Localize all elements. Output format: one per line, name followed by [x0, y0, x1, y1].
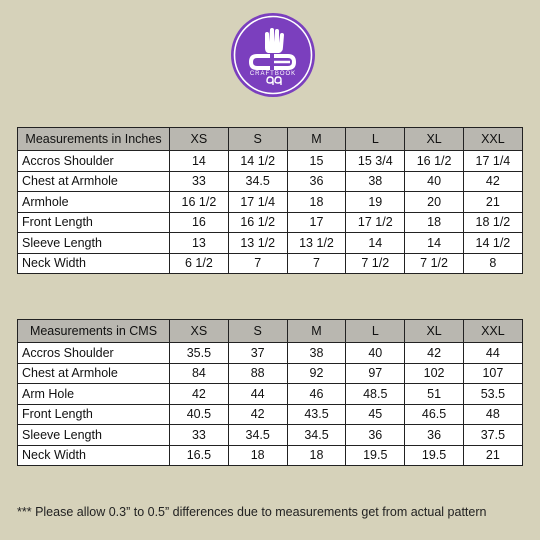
size-header-xxl: XXL: [463, 128, 522, 151]
measurement-cell: 19.5: [405, 445, 464, 466]
measurement-cell: 18: [405, 212, 464, 233]
table-row: [18, 151, 523, 172]
measurement-cell: 107: [463, 363, 522, 384]
logo-text: CRAFTBOOK: [249, 71, 297, 77]
measurement-cell: 38: [287, 343, 346, 364]
table-row: [18, 445, 523, 466]
measurement-cell: 34.5: [228, 171, 287, 192]
measurement-cell: 33: [170, 425, 229, 446]
measurement-cell: 51: [405, 384, 464, 405]
measurement-cell: 38: [346, 171, 405, 192]
measurement-cell: 7: [228, 253, 287, 274]
measurement-cell: 18: [228, 445, 287, 466]
measurement-cell: 37: [228, 343, 287, 364]
measurement-cell: 19.5: [346, 445, 405, 466]
measurement-cell: 92: [287, 363, 346, 384]
size-header-m: M: [287, 128, 346, 151]
row-label: Accros Shoulder: [18, 343, 170, 364]
measurement-cell: 16.5: [170, 445, 229, 466]
measurement-cell: 14: [346, 233, 405, 254]
table-row: [18, 212, 523, 233]
measurement-cell: 14 1/2: [228, 151, 287, 172]
table-row: [18, 343, 523, 364]
measurement-cell: 48.5: [346, 384, 405, 405]
row-label: Front Length: [18, 404, 170, 425]
measurement-cell: 8: [463, 253, 522, 274]
measurement-cell: 21: [463, 445, 522, 466]
measurement-cell: 21: [463, 192, 522, 213]
row-label: Front Length: [18, 212, 170, 233]
size-header-s: S: [228, 128, 287, 151]
row-label: Sleeve Length: [18, 233, 170, 254]
size-header-xxl: XXL: [463, 320, 522, 343]
measurement-cell: 45: [346, 404, 405, 425]
measurement-cell: 7: [287, 253, 346, 274]
size-header-l: L: [346, 128, 405, 151]
size-chart-inches-table: [17, 127, 523, 274]
size-header-xl: XL: [405, 128, 464, 151]
measurement-cell: 36: [346, 425, 405, 446]
measurement-cell: 40.5: [170, 404, 229, 425]
row-label: Chest at Armhole: [18, 363, 170, 384]
measurement-cell: 42: [170, 384, 229, 405]
header-row: [18, 320, 523, 343]
row-label: Neck Width: [18, 253, 170, 274]
header-label: Measurements in Inches: [18, 128, 170, 151]
table-row: [18, 384, 523, 405]
craftbook-logo-icon: [230, 12, 316, 98]
measurement-cell: 53.5: [463, 384, 522, 405]
measurement-cell: 20: [405, 192, 464, 213]
measurement-cell: 17 1/2: [346, 212, 405, 233]
measurement-cell: 34.5: [287, 425, 346, 446]
measurement-cell: 34.5: [228, 425, 287, 446]
measurement-cell: 46.5: [405, 404, 464, 425]
measurement-cell: 46: [287, 384, 346, 405]
measurement-cell: 17: [287, 212, 346, 233]
row-label: Sleeve Length: [18, 425, 170, 446]
size-header-xs: XS: [170, 320, 229, 343]
header-row: [18, 128, 523, 151]
measurement-cell: 7 1/2: [405, 253, 464, 274]
measurement-cell: 43.5: [287, 404, 346, 425]
measurement-cell: 14: [170, 151, 229, 172]
measurement-cell: 16 1/2: [405, 151, 464, 172]
table-row: [18, 404, 523, 425]
table-row: [18, 253, 523, 274]
size-chart-cms-table: [17, 319, 523, 466]
measurement-cell: 48: [463, 404, 522, 425]
row-label: Accros Shoulder: [18, 151, 170, 172]
size-header-s: S: [228, 320, 287, 343]
measurement-cell: 15 3/4: [346, 151, 405, 172]
table-body: [18, 343, 523, 466]
measurement-cell: 13 1/2: [228, 233, 287, 254]
measurement-cell: 6 1/2: [170, 253, 229, 274]
measurement-cell: 35.5: [170, 343, 229, 364]
size-header-xl: XL: [405, 320, 464, 343]
measurement-cell: 7 1/2: [346, 253, 405, 274]
measurement-cell: 40: [346, 343, 405, 364]
measurement-cell: 18 1/2: [463, 212, 522, 233]
measurement-cell: 42: [463, 171, 522, 192]
measurement-cell: 18: [287, 192, 346, 213]
measurement-note: *** Please allow 0.3” to 0.5” differences due to measurements get from actual pattern: [17, 505, 487, 519]
size-header-xs: XS: [170, 128, 229, 151]
measurement-cell: 14: [405, 233, 464, 254]
table-body: [18, 151, 523, 274]
row-label: Chest at Armhole: [18, 171, 170, 192]
measurement-cell: 36: [405, 425, 464, 446]
row-label: Neck Width: [18, 445, 170, 466]
table-header: [18, 320, 523, 343]
header-label: Measurements in CMS: [18, 320, 170, 343]
table-row: [18, 233, 523, 254]
measurement-cell: 37.5: [463, 425, 522, 446]
measurement-cell: 17 1/4: [463, 151, 522, 172]
measurement-cell: 44: [228, 384, 287, 405]
measurement-cell: 33: [170, 171, 229, 192]
size-header-m: M: [287, 320, 346, 343]
measurement-cell: 13 1/2: [287, 233, 346, 254]
measurement-cell: 16 1/2: [170, 192, 229, 213]
table-row: [18, 363, 523, 384]
table-header: [18, 128, 523, 151]
measurement-cell: 42: [228, 404, 287, 425]
table-row: [18, 192, 523, 213]
row-label: Armhole: [18, 192, 170, 213]
measurement-cell: 15: [287, 151, 346, 172]
measurement-cell: 88: [228, 363, 287, 384]
table-row: [18, 425, 523, 446]
measurement-cell: 18: [287, 445, 346, 466]
table-row: [18, 171, 523, 192]
measurement-cell: 97: [346, 363, 405, 384]
measurement-cell: 19: [346, 192, 405, 213]
measurement-cell: 16: [170, 212, 229, 233]
measurement-cell: 36: [287, 171, 346, 192]
measurement-cell: 14 1/2: [463, 233, 522, 254]
row-label: Arm Hole: [18, 384, 170, 405]
measurement-cell: 44: [463, 343, 522, 364]
measurement-cell: 17 1/4: [228, 192, 287, 213]
measurement-cell: 84: [170, 363, 229, 384]
measurement-cell: 102: [405, 363, 464, 384]
measurement-cell: 13: [170, 233, 229, 254]
measurement-cell: 40: [405, 171, 464, 192]
brand-logo: [230, 12, 316, 98]
measurement-cell: 16 1/2: [228, 212, 287, 233]
measurement-cell: 42: [405, 343, 464, 364]
size-header-l: L: [346, 320, 405, 343]
